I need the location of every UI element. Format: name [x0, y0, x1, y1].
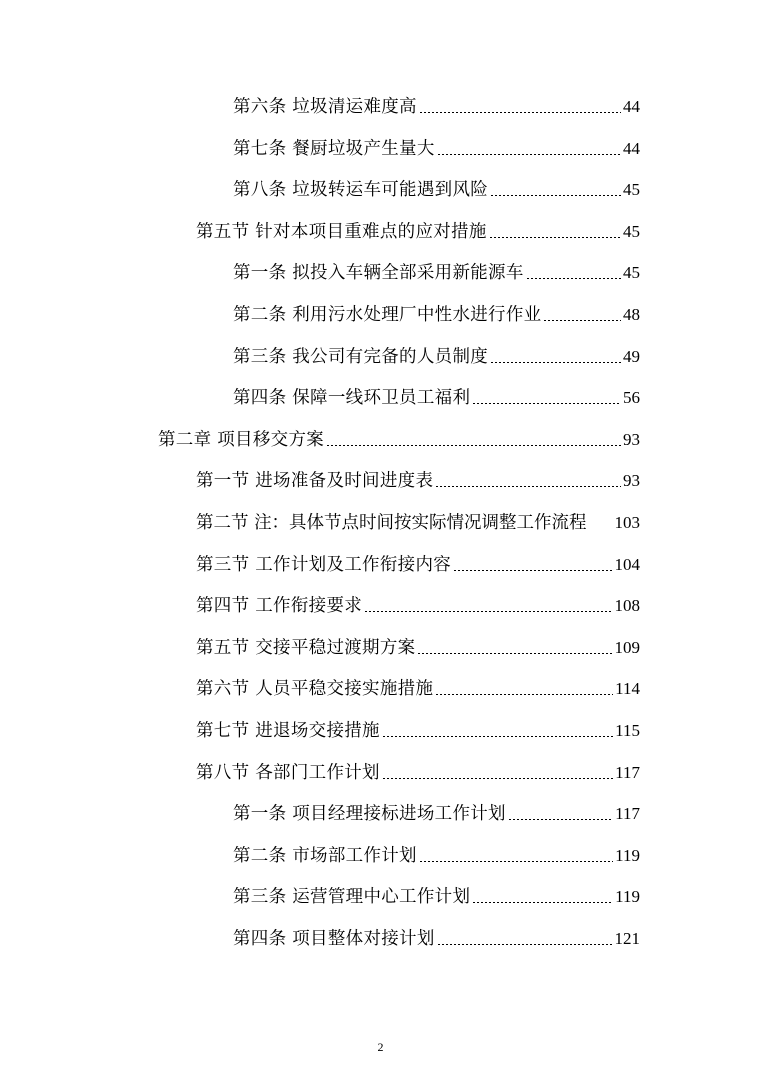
toc-entry-page: 49: [623, 346, 640, 366]
toc-entry-label: 第五节 针对本项目重难点的应对措施: [196, 221, 487, 242]
toc-entry-page: 115: [615, 721, 640, 740]
toc-entry[interactable]: [158, 421, 640, 451]
toc-entry-page: 44: [623, 97, 640, 116]
toc-entry-label: 第二章 项目移交方案: [158, 429, 325, 450]
dot-leader: [472, 403, 621, 404]
toc-entry-label: 第二节 注：具体节点时间按实际情况调整工作流程: [196, 513, 587, 533]
page-number: 2: [377, 1040, 384, 1054]
dot-leader: [453, 570, 612, 571]
toc-entry-label: 第一节 进场准备及时间进度表: [196, 471, 434, 492]
toc-entry-page: 56: [623, 388, 640, 408]
toc-entry-page: 104: [614, 554, 640, 574]
dot-leader: [435, 486, 621, 487]
toc-entry[interactable]: [196, 213, 640, 243]
toc-entry[interactable]: [233, 296, 640, 326]
toc-entry[interactable]: [233, 379, 640, 409]
toc-entry-page: 48: [623, 305, 640, 324]
toc-entry[interactable]: [233, 171, 640, 201]
toc-entry-page: 45: [623, 221, 640, 241]
toc-entry-label: 第四条 项目整体对接计划: [233, 929, 435, 949]
toc-entry-page: 44: [623, 138, 640, 158]
toc-entry-label: 第四节 工作衔接要求: [196, 596, 363, 617]
toc-entry-page: 121: [614, 929, 640, 948]
toc-entry[interactable]: [196, 462, 640, 492]
toc-entry[interactable]: [196, 754, 640, 784]
toc-entry-page: 103: [614, 513, 640, 532]
dot-leader: [437, 154, 621, 155]
dot-leader: [508, 819, 613, 820]
toc-entry-label: 第七节 进退场交接措施: [196, 721, 380, 741]
dot-leader: [382, 778, 613, 779]
toc-entry[interactable]: [196, 587, 640, 617]
dot-leader: [419, 112, 621, 113]
toc-entry-label: 第八条 垃圾转运车可能遇到风险: [233, 180, 489, 201]
toc-entry-page: 109: [614, 637, 640, 657]
toc-entry-label: 第六条 垃圾清运难度高: [233, 97, 417, 117]
toc-entry-label: 第二条 市场部工作计划: [233, 845, 417, 866]
toc-entry-label: 第七条 餐厨垃圾产生量大: [233, 138, 435, 159]
toc-entry-page: 119: [615, 887, 640, 907]
toc-entry-page: 45: [623, 180, 640, 200]
dot-leader: [526, 278, 621, 279]
toc-entry-label: 第一条 拟投入车辆全部采用新能源车: [233, 263, 524, 284]
dot-leader: [364, 611, 612, 612]
toc-entry-label: 第一条 项目经理接标进场工作计划: [233, 804, 506, 825]
toc-entry-page: 93: [623, 429, 640, 449]
dot-leader: [326, 445, 621, 446]
toc-entry[interactable]: [233, 130, 640, 160]
dot-leader: [419, 861, 613, 862]
dot-leader: [489, 237, 621, 238]
toc-entry[interactable]: [196, 629, 640, 659]
toc-entry-page: 114: [615, 679, 640, 699]
dot-leader: [417, 653, 612, 654]
toc-entry[interactable]: [196, 546, 640, 576]
dot-leader: [490, 362, 621, 363]
toc-entry-label: 第六节 人员平稳交接实施措施: [196, 679, 434, 700]
toc-entry[interactable]: [196, 712, 640, 742]
toc-entry-label: 第八节 各部门工作计划: [196, 762, 380, 783]
toc-entry-label: 第五节 交接平稳过渡期方案: [196, 637, 416, 658]
dot-leader: [472, 902, 613, 903]
dot-leader: [382, 736, 613, 737]
toc-entry[interactable]: [233, 254, 640, 284]
toc-entry-page: 119: [615, 845, 640, 865]
toc-entry[interactable]: [233, 338, 640, 368]
toc-entry-label: 第三条 我公司有完备的人员制度: [233, 346, 489, 367]
toc-entry-page: 45: [623, 263, 640, 283]
toc-entry-label: 第四条 保障一线环卫员工福利: [233, 388, 471, 409]
toc-entry-label: 第二条 利用污水处理厂中性水进行作业: [233, 305, 542, 325]
dot-leader: [437, 944, 613, 945]
toc-entry-page: 108: [614, 596, 640, 616]
toc-entry-page: 117: [615, 804, 640, 824]
toc-entry[interactable]: [233, 920, 640, 950]
toc-entry-page: 117: [615, 762, 640, 782]
dot-leader: [490, 195, 621, 196]
toc-entry[interactable]: [233, 878, 640, 908]
toc-entry-label: 第三节 工作计划及工作衔接内容: [196, 554, 452, 575]
toc-entry[interactable]: [233, 837, 640, 867]
toc-entry[interactable]: [233, 88, 640, 118]
toc-entry[interactable]: [196, 504, 640, 534]
dot-leader: [543, 320, 621, 321]
toc-entry-page: 93: [623, 471, 640, 491]
toc-entry[interactable]: [196, 670, 640, 700]
dot-leader: [435, 694, 613, 695]
toc-entry-label: 第三条 运营管理中心工作计划: [233, 887, 471, 908]
toc-entry[interactable]: [233, 795, 640, 825]
